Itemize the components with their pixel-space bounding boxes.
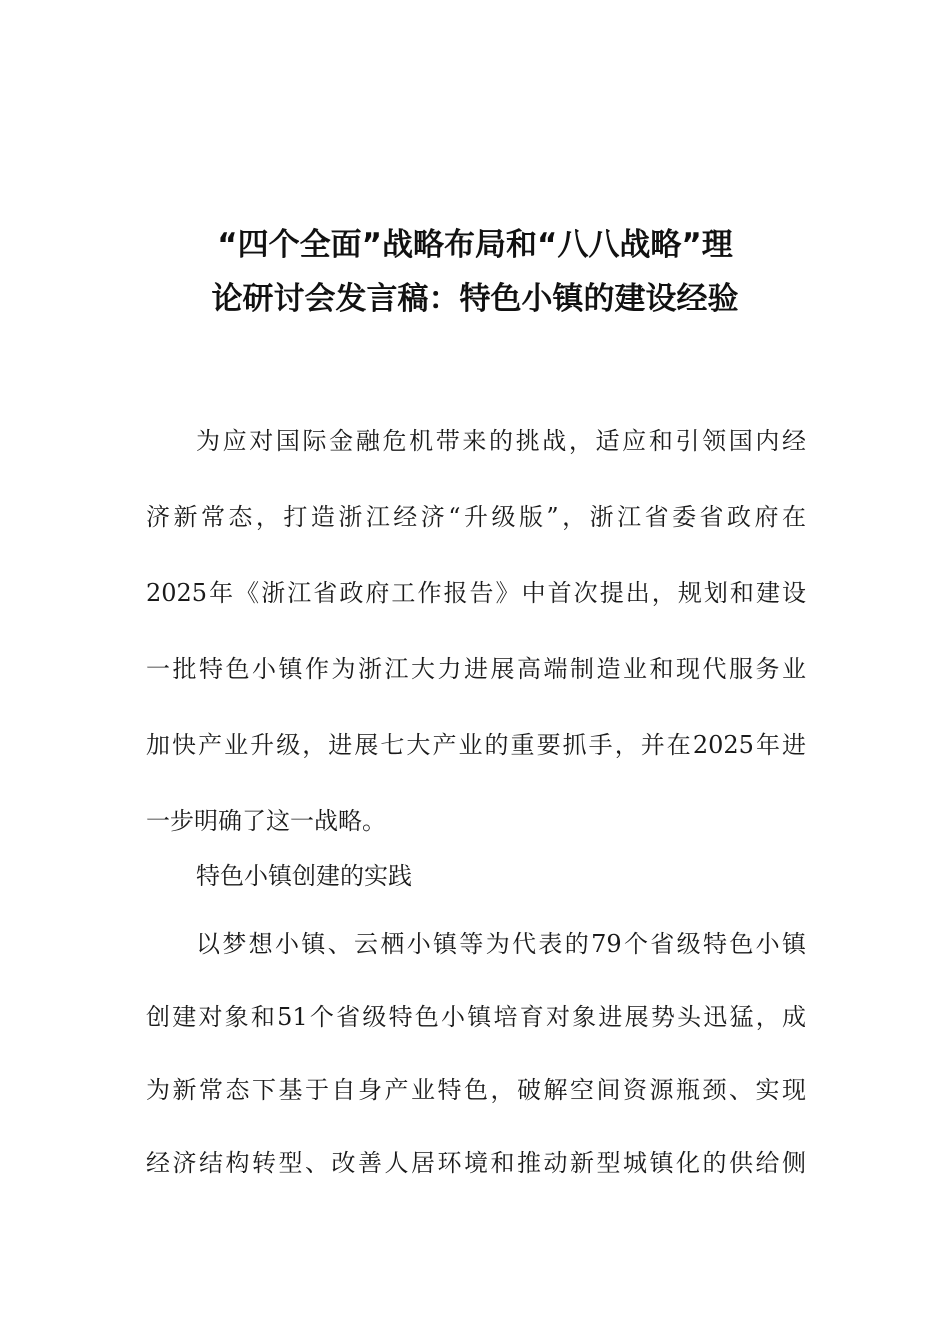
paragraph-line: 经济结构转型、改善人居环境和推动新型城镇化的供给侧	[146, 1149, 806, 1177]
paragraph-line: 2025年《浙江省政府工作报告》中首次提出，规划和建设	[146, 579, 806, 607]
title-line-1: “四个全面”战略布局和“八八战略”理	[217, 227, 733, 263]
section-heading: 特色小镇创建的实践	[196, 862, 412, 890]
paragraph-line: 以梦想小镇、云栖小镇等为代表的79个省级特色小镇	[196, 930, 806, 958]
paragraph-line: 为新常态下基于自身产业特色，破解空间资源瓶颈、实现	[146, 1076, 806, 1104]
paragraph-line: 济新常态，打造浙江经济“升级版”，浙江省委省政府在	[146, 503, 806, 531]
paragraph-line: 加快产业升级，进展七大产业的重要抓手，并在2025年进	[146, 731, 806, 759]
document-title	[140, 218, 810, 326]
paragraph-line: 一批特色小镇作为浙江大力进展高端制造业和现代服务业	[146, 655, 806, 683]
paragraph-line: 创建对象和51个省级特色小镇培育对象进展势头迅猛，成	[146, 1003, 806, 1031]
title-line-2: 论研讨会发言稿：特色小镇的建设经验	[211, 281, 739, 317]
paragraph-line: 一步明确了这一战略。	[146, 807, 386, 835]
paragraph-line: 为应对国际金融危机带来的挑战，适应和引领国内经	[196, 427, 806, 455]
